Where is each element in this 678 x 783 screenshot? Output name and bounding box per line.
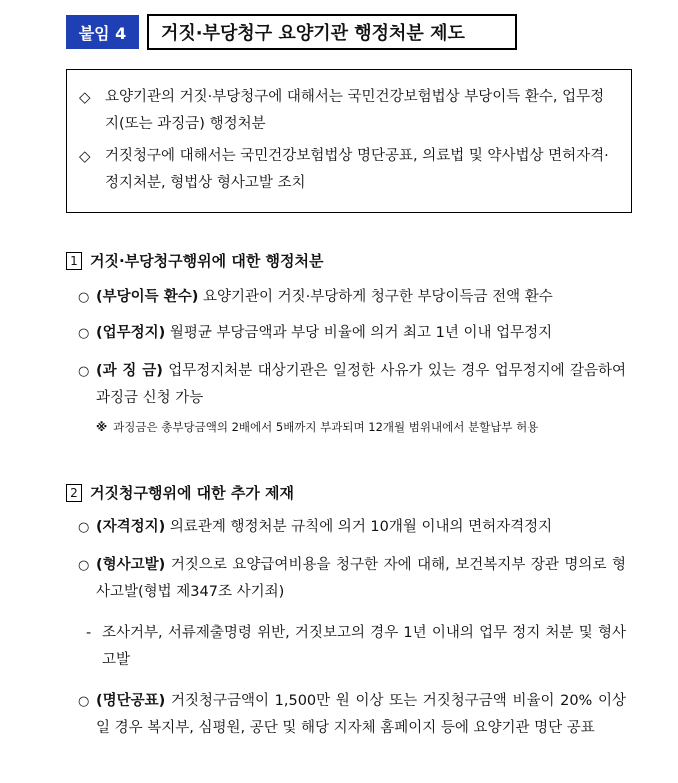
summary-box [66,69,632,213]
sub-item-text: 조사거부, 서류제출명령 위반, 거짓보고의 경우 1년 이내의 업무 정지 처분 및 형사고발 [102,625,626,668]
section-title: 거짓·부당청구행위에 대한 행정처분 [90,252,324,270]
summary-item [79,143,617,197]
list-item [66,358,626,412]
list-item [66,320,626,347]
section-number: 2 [66,484,82,502]
item-label: (업무정지) [96,325,166,341]
note-text: 과징금은 총부당금액의 2배에서 5배까지 부과되며 12개월 범위내에서 분할납부 허용 [113,420,539,434]
circle-bullet-icon: ○ [78,520,90,535]
attachment-badge: 붙임 4 [66,15,139,49]
page-title: 거짓·부당청구 요양기관 행정처분 제도 [147,14,517,50]
list-item [66,284,626,311]
item-label: (자격정지) [96,519,166,535]
summary-text: 거짓청구에 대해서는 국민건강보험법상 명단공표, 의료법 및 약사법상 면허자격·정지처분, 형법상 형사고발 조치 [105,148,609,191]
section-title: 거짓청구행위에 대한 추가 제재 [90,484,295,502]
note [96,418,626,436]
page-header [66,14,517,50]
sub-item [86,620,626,674]
item-text: 거짓으로 요양급여비용을 청구한 자에 대해, 보건복지부 장관 명의로 형사고발(형법 제347조 사기죄) [96,557,626,600]
item-text: 거짓청구금액이 1,500만 원 이상 또는 거짓청구금액 비율이 20% 이상일 경우 복지부, 심평원, 공단 및 해당 지자체 홈페이지 등에 요양기관 명단 공표 [96,693,626,736]
item-label: (과 징 금) [96,363,163,379]
list-item [66,688,626,742]
circle-bullet-icon: ○ [78,694,90,709]
item-label: (부당이득 환수) [96,289,199,305]
reference-mark-icon: ※ [96,420,108,434]
section-1-heading [66,250,324,271]
diamond-icon: ◇ [79,88,91,106]
dash-bullet-icon: - [86,625,92,641]
circle-bullet-icon: ○ [78,326,90,341]
summary-item [79,84,617,138]
list-item [66,514,626,541]
list-item [66,552,626,606]
item-label: (형사고발) [96,557,166,573]
section-2-heading [66,482,294,503]
item-text: 의료관계 행정처분 규칙에 의거 10개월 이내의 면허자격정지 [165,519,553,535]
circle-bullet-icon: ○ [78,558,90,573]
item-text: 요양기관이 거짓·부당하게 청구한 부당이득금 전액 환수 [198,289,553,305]
item-label: (명단공표) [96,693,166,709]
section-number: 1 [66,252,82,270]
item-text: 월평균 부당금액과 부당 비율에 의거 최고 1년 이내 업무정지 [165,325,553,341]
circle-bullet-icon: ○ [78,290,90,305]
item-text: 업무정지처분 대상기관은 일정한 사유가 있는 경우 업무정지에 갈음하여 과징금 신청 가능 [96,363,626,406]
summary-text: 요양기관의 거짓·부당청구에 대해서는 국민건강보험법상 부당이득 환수, 업무정지(또는 과징금) 행정처분 [105,89,605,132]
circle-bullet-icon: ○ [78,364,90,379]
diamond-icon: ◇ [79,147,91,165]
